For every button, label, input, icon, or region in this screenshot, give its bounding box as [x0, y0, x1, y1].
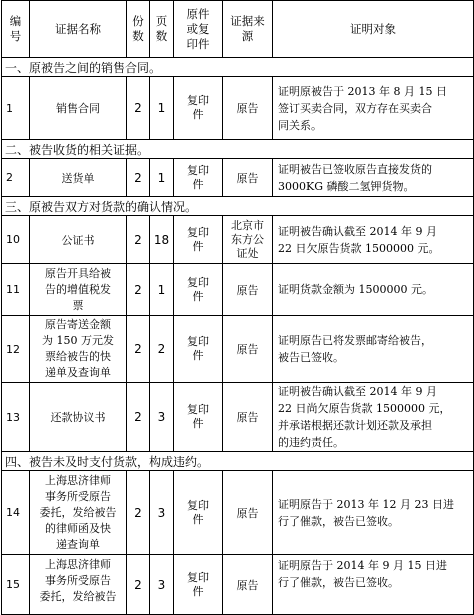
- table-row: [2, 77, 474, 140]
- table-row: [2, 159, 474, 197]
- cell-original: 复印 件: [174, 316, 223, 383]
- header-name: 证据名称: [30, 1, 127, 58]
- cell-pages: 18: [150, 216, 174, 264]
- cell-purpose: 证明原告已将发票邮寄给被告， 被告已签收。: [273, 316, 474, 383]
- cell-name: 销售合同: [30, 77, 127, 140]
- cell-pages: 1: [150, 264, 174, 316]
- cell-source: 原告: [223, 77, 273, 140]
- cell-name: 原告开具给被 告的增值税发 票: [30, 264, 127, 316]
- cell-purpose: 证明被告确认截至 2014 年 9 月 22 日欠原告货款 1500000 元。: [273, 216, 474, 264]
- header-purpose: 证明对象: [273, 1, 474, 58]
- table-row: [2, 316, 474, 383]
- cell-purpose: 证明原告于 2014 年 9 月 15 日进 行了催款，被告已签收。: [273, 555, 474, 615]
- cell-no: 11: [2, 264, 30, 316]
- section-row: [2, 58, 474, 77]
- section-row: [2, 140, 474, 159]
- cell-name: 原告寄送金额 为 150 万元发 票给被告的快 递单及查询单: [30, 316, 127, 383]
- cell-copies: 2: [127, 159, 150, 197]
- cell-pages: 2: [150, 316, 174, 383]
- cell-copies: 2: [127, 264, 150, 316]
- cell-source: 原告: [223, 264, 273, 316]
- cell-original: 复印 件: [174, 471, 223, 555]
- section-row: [2, 197, 474, 216]
- cell-copies: 2: [127, 555, 150, 615]
- cell-name: 还款协议书: [30, 383, 127, 452]
- cell-copies: 2: [127, 77, 150, 140]
- section-title: 一、原被告之间的销售合同。: [2, 58, 474, 77]
- header-row: [2, 1, 474, 58]
- cell-purpose: 证明原告于 2013 年 12 月 23 日进 行了催款，被告已签收。: [273, 471, 474, 555]
- cell-pages: 1: [150, 159, 174, 197]
- cell-purpose: 证明货款金额为 1500000 元。: [273, 264, 474, 316]
- cell-source: 原告: [223, 555, 273, 615]
- cell-name: 送货单: [30, 159, 127, 197]
- header-source: 证据来 源: [223, 1, 273, 58]
- cell-name: 上海思济律师 事务所受原告 委托，发给被告: [30, 555, 127, 615]
- cell-purpose: 证明原被告于 2013 年 8 月 15 日 签订买卖合同，双方存在买卖合 同关系。: [273, 77, 474, 140]
- cell-name: 公证书: [30, 216, 127, 264]
- section-title: 三、原被告双方对货款的确认情况。: [2, 197, 474, 216]
- header-no: 编 号: [2, 1, 30, 58]
- cell-original: 复印 件: [174, 383, 223, 452]
- cell-source: 原告: [223, 383, 273, 452]
- cell-copies: 2: [127, 383, 150, 452]
- cell-purpose: 证明被告已签收原告直接发货的 3000KG 磷酸二氢钾货物。: [273, 159, 474, 197]
- section-title: 二、被告收货的相关证据。: [2, 140, 474, 159]
- cell-pages: 3: [150, 471, 174, 555]
- cell-source: 原告: [223, 316, 273, 383]
- cell-no: 12: [2, 316, 30, 383]
- cell-original: 复印 件: [174, 159, 223, 197]
- section-row: [2, 452, 474, 471]
- cell-copies: 2: [127, 471, 150, 555]
- table-row: [2, 216, 474, 264]
- cell-name: 上海思济律师 事务所受原告 委托，发给被告 的律师函及快 递查询单: [30, 471, 127, 555]
- cell-source: 原告: [223, 159, 273, 197]
- cell-pages: 3: [150, 383, 174, 452]
- cell-no: 14: [2, 471, 30, 555]
- section-title: 四、被告未及时支付货款，构成违约。: [2, 452, 474, 471]
- header-pages: 页 数: [150, 1, 174, 58]
- cell-copies: 2: [127, 216, 150, 264]
- cell-no: 10: [2, 216, 30, 264]
- cell-original: 复印 件: [174, 216, 223, 264]
- cell-no: 1: [2, 77, 30, 140]
- cell-source: 原告: [223, 471, 273, 555]
- table-row: [2, 555, 474, 615]
- table-row: [2, 471, 474, 555]
- cell-original: 复印 件: [174, 77, 223, 140]
- cell-original: 复印 件: [174, 555, 223, 615]
- header-original: 原件 或复 印件: [174, 1, 223, 58]
- cell-no: 13: [2, 383, 30, 452]
- cell-no: 15: [2, 555, 30, 615]
- table-row: [2, 383, 474, 452]
- cell-no: 2: [2, 159, 30, 197]
- cell-source: 北京市 东方公 证处: [223, 216, 273, 264]
- cell-copies: 2: [127, 316, 150, 383]
- evidence-table: [1, 0, 474, 615]
- table-row: [2, 264, 474, 316]
- cell-pages: 1: [150, 77, 174, 140]
- cell-purpose: 证明被告确认截至 2014 年 9 月 22 日尚欠原告货款 1500000 元， 并承诺根据还款计划还款及承担 的违约责任。: [273, 383, 474, 452]
- cell-original: 复印 件: [174, 264, 223, 316]
- header-copies: 份 数: [127, 1, 150, 58]
- cell-pages: 3: [150, 555, 174, 615]
